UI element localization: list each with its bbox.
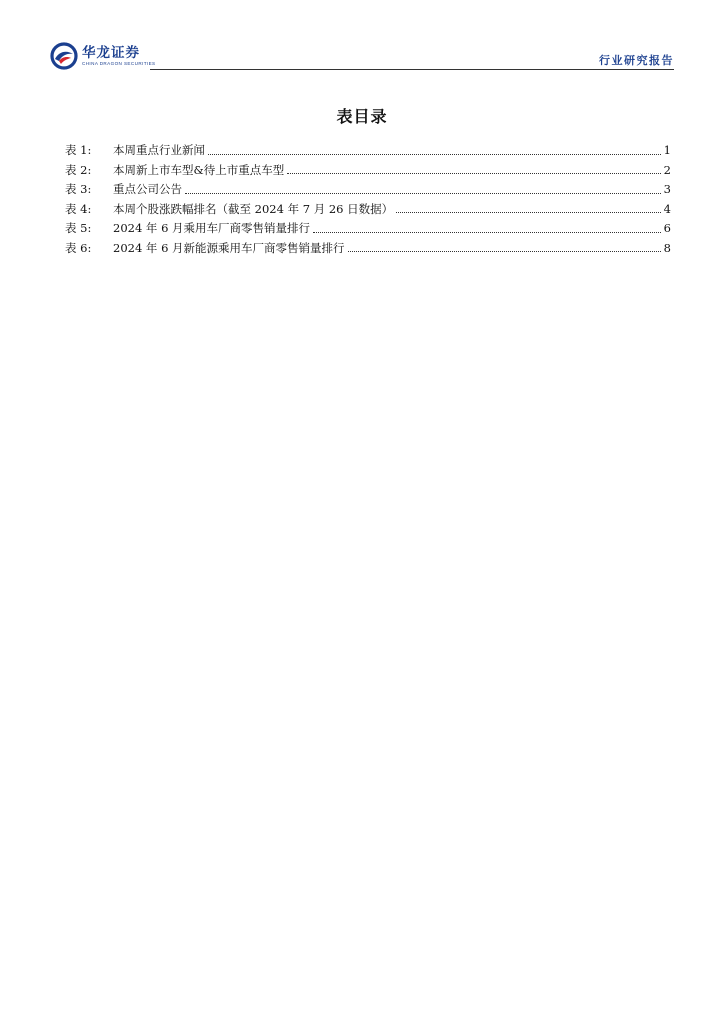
toc-entry-page: 2 — [663, 162, 671, 177]
toc-entry-page: 6 — [663, 221, 671, 235]
toc-entry[interactable] — [65, 141, 671, 161]
toc-entry-text: 2024 年 6 月乘用车厂商零售销量排行 — [113, 221, 311, 235]
toc-entry-label: 表 2: — [65, 162, 92, 177]
header-divider — [150, 69, 674, 70]
toc-entry-text: 重点公司公告 — [113, 182, 182, 196]
logo-text — [82, 46, 156, 67]
toc-entry-label: 表 1: — [65, 143, 92, 157]
toc-entry-text: 本周重点行业新闻 — [113, 143, 205, 157]
page-header — [50, 40, 674, 72]
toc-entry[interactable] — [65, 219, 671, 239]
toc-leader-dots — [185, 192, 661, 194]
toc-entry-page: 8 — [663, 240, 671, 255]
logo-name-en: CHINA DRAGON SECURITIES — [82, 60, 156, 66]
logo-name-cn: 华龙证券 — [82, 44, 140, 61]
toc-entry-label: 表 3: — [65, 182, 92, 196]
toc-entry[interactable] — [65, 161, 671, 181]
toc-entry-page: 4 — [663, 201, 671, 216]
toc-entry-page: 1 — [663, 143, 671, 157]
table-of-contents — [65, 141, 671, 258]
toc-leader-dots — [287, 172, 660, 174]
toc-entry-text: 2024 年 6 月新能源乘用车厂商零售销量排行 — [113, 240, 345, 255]
toc-leader-dots — [396, 211, 661, 213]
toc-entry-label: 表 4: — [65, 201, 92, 216]
dragon-logo-icon — [50, 42, 78, 70]
toc-entry-text: 本周个股涨跌幅排名（截至 2024 年 7 月 26 日数据） — [113, 201, 394, 216]
toc-entry[interactable] — [65, 180, 671, 200]
toc-leader-dots — [208, 153, 661, 155]
toc-entry-label: 表 5: — [65, 221, 92, 235]
toc-entry-page: 3 — [663, 182, 671, 196]
toc-entry-label: 表 6: — [65, 240, 92, 255]
toc-entry-text: 本周新上市车型&待上市重点车型 — [113, 162, 285, 177]
toc-entry[interactable] — [65, 239, 671, 259]
report-type-label: 行业研究报告 — [599, 54, 674, 67]
table-of-contents-title: 表目录 — [336, 107, 388, 126]
company-logo — [50, 40, 156, 72]
toc-leader-dots — [348, 250, 661, 252]
toc-leader-dots — [313, 231, 661, 233]
toc-entry[interactable] — [65, 200, 671, 220]
